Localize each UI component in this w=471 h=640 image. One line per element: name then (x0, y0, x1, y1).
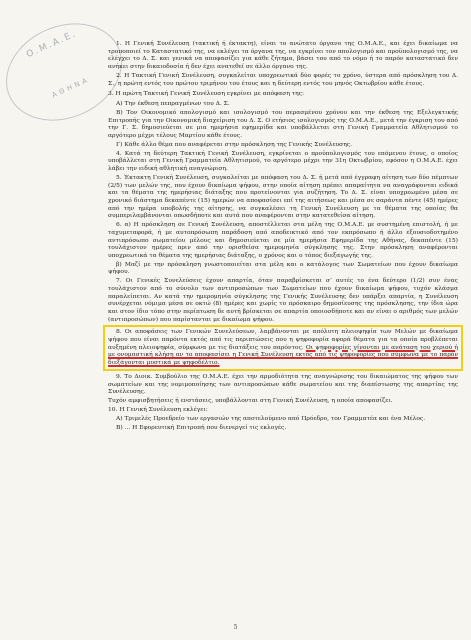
stamp-text: Ο.Μ.Α.Ε. (25, 29, 79, 61)
document-body (108, 40, 458, 433)
article-paragraph: 5. Έκτακτη Γενική Συνέλευση, συγκαλείται με απόφαση του Δ. Σ. ή μετά από έγγραφη αίτηση των δύο πέμπτων (2/5) των μελών της, που έχουν δικαίωμα ψήφου, στην οποία αίτηση πρέπει απαραίτητα να αναγράφονται ειδικά και τα θέματα της ημερήσιας διάταξης που προτείνονται για συζήτηση. Το Δ. Σ. είναι υποχρεωμένο μέσα σε χρονικό διάστημα δεκαπέντε (15) ημερών να αποφασίσει επί της αιτήσεως και μέσα σε σαράντα πέντε (45) ημέρες από την ημέρα υποβολής της αίτησης, να συγκαλέσει τη Γενική Συνέλευση με τα θέματα της οποίας θα συμπεριλαμβάνονται οπωσδήποτε και αυτά που αναφέρονται στην κατατεθείσα αίτηση. (108, 173, 458, 220)
article-paragraph (108, 328, 458, 366)
article-paragraph: 9. Το Διοικ. Συμβούλιο της Ο.Μ.Α.Ε. έχει την αρμοδιότητα της αναγνώρισης του δικαιώματος της ψήφου των σωματείων και της νομιμοποίησης των αντιπροσώπων κάθε σωματείου και της διαπίστωσης της απαρτίας της Συνέλευσης. (108, 372, 458, 396)
article-paragraph: Β) Τον Οικονομικό απολογισμό και ισολογισμό του περασμένου χρόνου και την έκθεση της Εξελεγκτικής Επιτροπής για την Οικονομική διαχείριση του Δ. Σ. Ο ετήσιος ισολογισμός της Ο.Μ.Α.Ε., μετά την έγκριση του από την Γ. Σ. δημοσιεύεται σε μια ημερήσια εφημερίδα και υποβάλλεται στη Γενική Γραμματεία Αθλητισμού το αργότερο μέχρι τέλους Μαρτίου κάθε έτους. (108, 108, 458, 139)
article-paragraph: Α) Την έκθεση πεπραγμένων του Δ. Σ. (116, 99, 230, 107)
article-paragraph: Τυχόν αμφισβητήσεις ή ενστάσεις, υποβάλλονται στη Γενική Συνέλευση, η οποία αποφασίζει. (108, 397, 393, 405)
article-paragraph: 2. Η Τακτική Γενική Συνέλευση, συγκαλείται υποχρεωτικά δύο φορές το χρόνο, ύστερα από πρόσκληση του Δ. Σ., η πρώτη εντός του πρώτου τριμήνου του έτους και η δεύτερη εντός του μηνός Οκτωβρίου κάθε έτους. (108, 71, 458, 87)
article-paragraph: Γ) Κάθε άλλο θέμα που αναφέρεται στην πρόσκληση της Γενικής Συνέλευσης. (116, 140, 352, 148)
section-heading: 3. Η πρώτη Τακτική Γενική Συνέλευση εγκρίνει με απόφαση της: (108, 90, 304, 98)
article-paragraph: 6. α) Η πρόσκληση σε Γενική Συνέλευση, αποστέλλεται στα μέλη της Ο.Μ.Α.Ε. με συστημένη επιστολή, ή με ταχυμεταφορά, ή με αυτοπρόσωπη παράδοση από αποδεικτικό από τον εκπρόσωπο ή άλλο εξουσιοδοτημένο αντιπρόσωπο σωματείου μέλους και δημοσιεύεται σε μία ημερήσια Εφημερίδα της Αθήνας, δεκαπέντε (15) τουλάχιστον ημέρες πριν από την ορισθείσα ημερομηνία σύγκλησης της. Στην πρόσκληση αναφέρονται υποχρεωτικά τα θέματα της ημερήσιας διάταξης, ο χρόνος και ο τόπος διεξαγωγής της. (108, 221, 458, 259)
article-paragraph: Α) Τριμελές Προεδρείο των εργασιών της αποτελούμενο από Πρόεδρο, τον Γραμματέα και ένα Μέλος. (116, 415, 426, 423)
page-number: 5 (233, 624, 238, 631)
article-paragraph: 10. Η Γενική Συνέλευση εκλέγει: (108, 406, 208, 414)
article-paragraph: Β) ... Η Εφορευτική Επιτροπή που διενεργεί τις εκλογές. (116, 424, 287, 432)
article-paragraph: β) Μαζί με την πρόσκληση γνωστοποιείται στα μέλη και ο κατάλογος των Σωματείων που έχουν δικαίωμα ψήφου. (108, 260, 458, 276)
highlighted-article-8 (103, 325, 463, 371)
highlight-text-a: 8. Οι αποφάσεις των Γενικών Συνελεύσεων, λαμβάνονται με απόλυτη πλειοψηφία των Μελών με δικαίωμα ψήφου που είναι παρόντα εκτός από τις περιπτώσεις που η ψηφοφορία αφορά θέματα για τα οποία προβλέπεται αυξημένη πλειοψηφία, σύμφωνα με τις διατάξεις του παρόντος. (108, 328, 458, 351)
article-paragraph: 4. Κατά τη δεύτερη Τακτική Γενική Συνέλευση, εγκρίνεται ο προϋπολογισμός του επόμενου έτους, ο οποίος υποβάλλεται στη Γενική Γραμματεία Αθλητισμού, το αργότερο μέχρι την 31η Οκτωβρίου, εφόσον η Ο.Μ.Α.Ε. έχει λάβει την ειδική αθλητική αναγνώριση. (108, 149, 458, 173)
stamp-subtext: ΑΘΗΝΑ (50, 75, 92, 100)
article-paragraph: 7. Οι Γενικές Συνελεύσεις έχουν απαρτία, όταν παραβρίσκεται σ’ αυτές το ένα δεύτερο (1/2) συν ένας τουλάχιστον από το σύνολο των αντιπροσώπων των Σωματείων που έχουν δικαίωμα ψήφου, τυχόν κλάσμα παραλείπεται. Αν κατά την ημερομηνία σύγκλησης της Γενικής Συνέλευσης δεν υπάρξει απαρτία, η Συνέλευση συνέρχεται νόμιμα μέσα σε οκτώ (8) ημέρες και χωρίς το πρόσκαιρο δημοσίευσης της πρόσκλησης, την ίδια ώρα και στον ίδιο τόπο στην περίπτωση δε αυτή βρίσκεται σε απαρτία οποιοσδήποτε και αν είναι ο αριθμός των μελών (αντιπροσώπων) που παρίστανται με δικαίωμα ψήφου. (108, 277, 458, 323)
article-paragraph: 1. Η Γενική Συνέλευση (τακτική ή έκτακτη), είναι το ανώτατο όργανο της Ο.Μ.Α.Ε., και έχει δικαίωμα να τροποποιεί το Καταστατικό της, να εκλέγει τα όργανα της, να εγκρίνει τον απολογισμό και προϋπολογισμό της, να ελέγχει το Δ. Σ. και γενικά να αποφασίζει για κάθε ζήτημα, βάσει του από το νόμο ή το παρόν καταστατικό δεν ανήκει στην δικαιοδοσία ή δεν έχει ανατεθεί σε άλλο όργανο της. (108, 40, 458, 70)
highlight-text-b: Οι ψηφοφορίες γίνονται με ανάταση του χεριού ή με ονομαστική κλήση αν το αποφασίσει η Γενική Συνέλευση εκτός από τις ψηφοφορίες που σύμφωνα με το παρόν διεξάγονται μυστικά με ψηφοδέλτιο. (108, 343, 458, 366)
